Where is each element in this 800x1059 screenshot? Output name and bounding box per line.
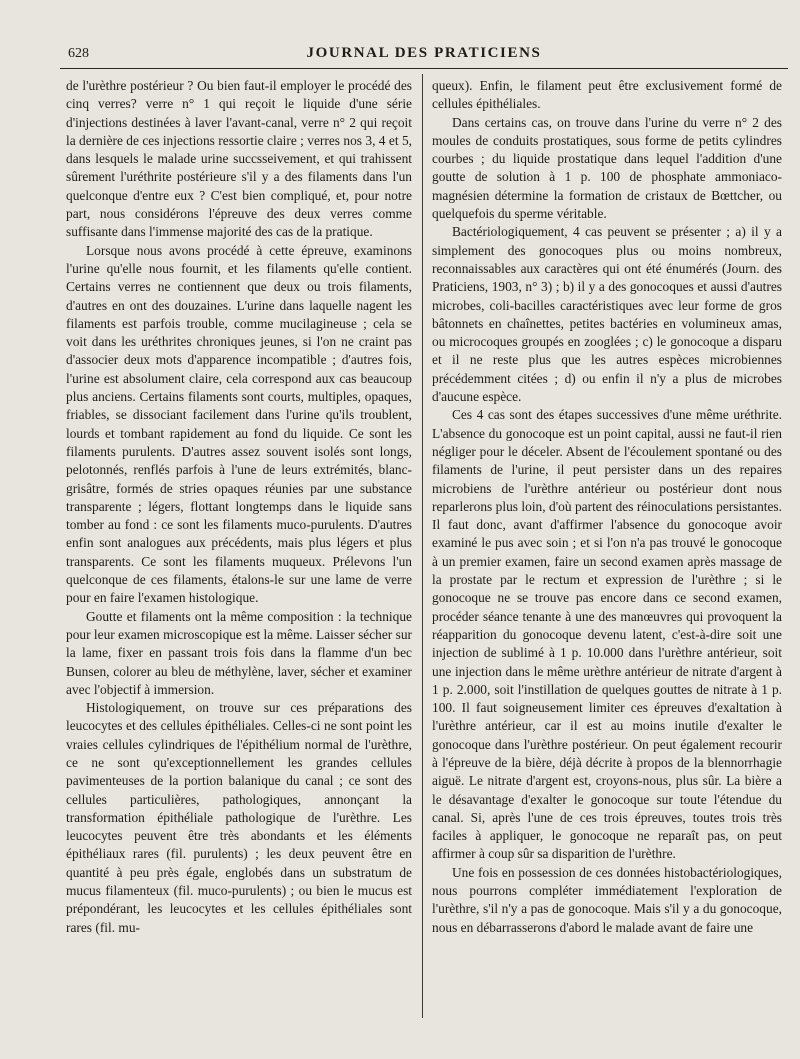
column-divider [422,74,423,1018]
page-header [60,42,788,69]
paragraph: Dans certains cas, on trouve dans l'urine du verre n° 2 des moules de conduits prostatiques, sous forme de petits cylindres courbes ; du liquide prostatique dans lequel l'addition d'une goutte de solution à 1 p. 100 de phosphate ammoniaco-magnésien détermine la formation de cristaux de Bœttcher, ou quelquefois du sperme véritable. [432,114,782,222]
paragraph: Ces 4 cas sont des étapes successives d'une même uréthrite. L'absence du gonocoque est un point capital, aussi ne faut-il rien négliger pour le déceler. Absent de l'écoulement spontané ou des filaments de l'urine, il peut persister dans un des repaires microbiens de l'urèthre antérieur ou postérieur dont nous reparlerons plus loin, d'où partent des réinoculations persistantes. Il faut donc, avant d'affirmer l'absence du gonocoque avoir examiné le pus avec soin ; et si l'on n'a pas trouvé le gonocoque à un premier examen, faire un second examen après massage de la prostate par le rectum et expression de l'urèthre ; si le gonocoque ne se trouve pas encore dans ce second examen, procéder séance tenante à une des manœuvres qui provoquent la réapparition du gonocoque devenu latent, c'est-à-dire soit une injection de sublimé à 1 p. 10.000 dans l'urèthre antérieur, soit une injection dans le même urèthre antérieur de nitrate d'argent à 1 p. 2.000, soit l'instillation de quelques gouttes de nitrate à 1 p. 100. Il faut soigneusement limiter ces épreuves d'exaltation à l'urèthre antérieur, car il est au moins inutile d'exalter le gonocoque dans l'urèthre postérieur. On peut également recourir à l'épreuve de la bière, déjà décrite à propos de la blennorrhagie aiguë. Le nitrate d'argent est, croyons-nous, plus sûr. La bière a le désavantage d'exalter le gonocoque sur toute l'étendue du canal. Si, après l'une de ces trois épreuves, toutes trois très faciles à appliquer, le gonocoque ne reparaît pas, on peut affirmer à coup sûr sa disparition de l'urèthre. [432,407,782,862]
left-column [66,77,412,937]
paragraph: de l'urèthre postérieur ? Ou bien faut-il employer le procédé des cinq verres? verre n° 1 qui reçoit le liquide d'une série d'injections destinées à laver l'avant-canal, verre n° 2 qui reçoit la dernière de ces injections ressortie claire ; verres nos 3, 4 et 5, dans lesquels le malade urine succsseivement, et qui trahissent sûrement l'uréthrite postérieure s'il y a des filaments dans l'un quelconque d'entre eux ? C'est bien compliqué, et, pour notre part, nous considérons l'épreuve des deux verres comme suffisante dans l'immense majorité des cas de la pratique. [66,78,412,240]
paragraph: Une fois en possession de ces données histobactériologiques, nous pourrons compléter immédiatement l'exploration de l'urèthre, s'il n'y a pas de gonocoque. Mais s'il y a du gonocoque, nous en débarrasserons d'abord le malade avant de faire une [432,864,782,935]
paragraph: Goutte et filaments ont la même composition : la technique pour leur examen microscopique est la même. Laisser sécher sur la lame, fixer en passant trois fois dans la flamme d'un bec Bunsen, colorer au bleu de méthylène, laver, sécher et examiner avec l'objectif à immersion. [66,608,412,697]
right-column [432,77,782,937]
journal-title: JOURNAL DES PRATICIENS [306,45,542,61]
page-number: 628 [68,46,89,61]
paragraph: queux). Enfin, le filament peut être exclusivement formé de cellules épithéliales. [432,78,782,112]
paragraph: Lorsque nous avons procédé à cette épreuve, examinons l'urine qu'elle nous fournit, et les filaments qu'elle contient. Certains verres ne contiennent que deux ou trois filaments, d'autres en ont des douzaines. L'urine dans laquelle nagent les filaments est parfois trouble, comme mucilagineuse ; cela se voit dans les uréthrites chroniques jeunes, si l'on ne craint pas d'associer deux mots d'apparence incompatible ; d'autres fois, l'urine est absolument claire, cela correspond aux cas beaucoup plus anciens. Certains filaments sont courts, multiples, opaques, friables, se dissociant facilement dans l'urine qu'ils troublent, lourds et tombant rapidement au fond du liquide. Ce sont les filaments purulents. D'autres assez souvent isolés sont longs, pelotonnés, renflés parfois à l'une de leurs extrémités, blanc-grisâtre, formés de stries opaques réunies par une substance transparente ; légers, flottant longtemps dans le liquide sans tomber au fond : ce sont les filaments muco-purulents. D'autres enfin sont analogues aux précédents, mais plus légers et plus transparents. Ce sont les filaments muqueux. Prélevons l'un quelconque de ces filaments, étalons-le sur une lame de verre pour en faire l'examen histologique. [66,242,412,606]
paragraph: Histologiquement, on trouve sur ces préparations des leucocytes et des cellules épithéliales. Celles-ci ne sont point les vraies cellules cylindriques de l'épithélium normal de l'urèthre, ce ne sont qu'exceptionnellement les grandes cellules pavimenteuses de la portion balanique du canal ; ce sont des cellules particulières, pathologiques, annonçant la transformation épithéliale pathologique de l'urèthre. Les leucocytes peuvent être très abondants et les éléments épithéliaux rares (fil. purulents) ; les deux peuvent être en quantité à peu près égale, englobés dans un substratum de mucus filamenteux (fil. muco-purulents) ; ou bien le mucus est prépondérant, les leucocytes et les cellules épithéliales sont rares (fil. mu- [66,700,412,935]
paragraph: Bactériologiquement, 4 cas peuvent se présenter ; a) il y a simplement des gonocoques plus ou moins nombreux, reconnaissables aux caractères qui ont été énumérés (Journ. des Praticiens, 1903, n° 3) ; b) il y a des gonocoques et aussi d'autres microbes, coli-bacilles caractéristiques avec leur forme de gros bâtonnets en chaînettes, petites bactéries en volumineux amas, ou microcoques groupés en zooglées ; c) le gonocoque a disparu et il ne reste plus que les autres espèces microbiennes précédemment citées ; d) ou enfin il n'y a plus de microbes d'aucune espèce. [432,224,782,405]
